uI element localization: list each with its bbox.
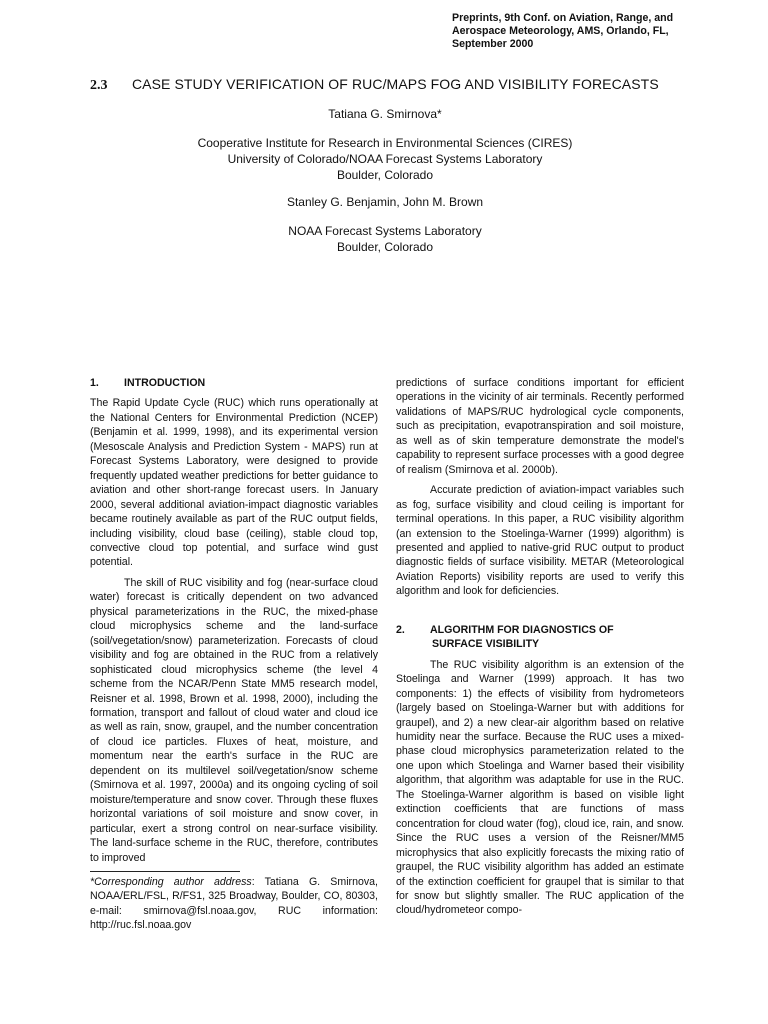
section-2-paragraph-1: The RUC visibility algorithm is an extension of the Stoelinga and Warner (1999) approach. It has two components: 1) the effects of visibility from hydrometeors (largely based on Stoelinga-Warner but with additions for graupel), and 2) a new clear-air algorithm based on relative humidity near the surface. Because the RUC uses a mixed-phase cloud microphysics parameterization related to the one upon which Stoelinga and Warner based their visibility algorithm, that algorithm was adaptable for use in the RUC. The Stoelinga-Warner algorithm is based on visible light extinction coefficients that are functions of mass concentration for cloud water (fog), cloud ice, rain, and snow. Since the RUC uses a version of the Reisner/MM5 microphysics that also explicitly forecasts the mixing ratio of graupel, the RUC visibility algorithm has added an estimate of the extinction coefficient for graupel that is similar to that for snow but slightly smaller. The RUC application of the cloud/hydrometeor compo- (396, 658, 684, 917)
affiliation-1-line-2: University of Colorado/NOAA Forecast Systems Laboratory (227, 152, 543, 166)
secondary-authors-block (90, 194, 680, 210)
section-1-title: INTRODUCTION (124, 377, 206, 389)
section-1-paragraph-2: The skill of RUC visibility and fog (near-surface cloud water) forecast is critically dependent on two advanced physical parameterizations in the RUC, the mixed-phase cloud microphysics scheme and the land-surface (soil/vegetation/snow) parameterization. Forecasts of cloud visibility and fog are obtained in the RUC from a relatively sophisticated cloud microphysics scheme (the level 4 scheme from the NCAR/Penn State MM5 research model, Reisner et al. 1998, Brown et al. 1998, 2000), including the formation, transport and fallout of cloud water and cloud ice as well as rain, snow, graupel, and the number concentration of cloud ice particles. Fluxes of heat, moisture, and momentum near the earth's surface in the RUC are dependent on its multilevel soil/vegetation/snow scheme (Smirnova et al. 1997, 2000a) and its ongoing cycling of soil moisture/temperature and snow cover. Through these fluxes horizontal variations of soil moisture and snow cover, in particular, exert a strong control on near-surface visibility. The land-surface scheme in the RUC, therefore, contributes to improved (90, 576, 378, 864)
section-2-title-line-1: ALGORITHM FOR DIAGNOSTICS OF (430, 623, 614, 636)
primary-author-block (90, 106, 680, 122)
section-1-paragraph-4: Accurate prediction of aviation-impact variables such as fog, surface visibility and cloud ceiling is important for terminal operations. In this paper, a RUC visibility algorithm (an extension to the Stoelinga-Warner (1999) algorithm) is presented and applied to native-grid RUC output to product diagnostic fields of surface visibility. METAR (Meteorological Aviation Reports) visibility reports are used to verify this algorithm and look for deficiencies. (396, 484, 684, 598)
primary-author: Tatiana G. Smirnova* (328, 107, 442, 121)
footnote (90, 875, 378, 933)
left-column (90, 376, 378, 933)
preprint-line-2: Aerospace Meteorology, AMS, Orlando, FL, (452, 25, 669, 37)
section-1-number: 1. (90, 377, 99, 389)
section-1-paragraph-3: predictions of surface conditions important for efficient operations in the vicinity of air terminals. Recently performed validations of MAPS/RUC hydrological cycle components, such as precipitation, evapotranspiration and soil moisture, as well as of skin temperature demonstrate the model's capability to represent surface processes with a good degree of realism (Smirnova et al. 2000b). (396, 377, 684, 476)
section-1-heading (90, 376, 378, 390)
section-gap (396, 605, 684, 623)
affiliation-1-line-1: Cooperative Institute for Research in Environmental Sciences (CIRES) (197, 136, 573, 150)
section-2-title-line-2: SURFACE VISIBILITY (432, 638, 540, 651)
paper-title (90, 76, 730, 94)
right-column (396, 376, 684, 924)
footnote-body: : Tatiana G. Smirnova, NOAA/ERL/FSL, R/FS1, 325 Broadway, Boulder, CO, 80303, e-mail: smirnova@fsl.noaa.gov, RUC information: http://ruc.fsl.noaa.gov (90, 875, 378, 932)
section-2-number: 2. (396, 623, 405, 636)
footnote-label: *Corresponding author address (90, 875, 252, 888)
section-2-heading (396, 623, 684, 652)
affiliation-1-line-3: Boulder, Colorado (336, 168, 434, 182)
secondary-authors: Stanley G. Benjamin, John M. Brown (286, 195, 484, 209)
preprint-header (452, 12, 752, 51)
paper-number: 2.3 (90, 78, 108, 93)
preprint-line-1: Preprints, 9th Conf. on Aviation, Range, and (452, 12, 674, 24)
affiliation-2 (90, 223, 680, 255)
section-1-paragraph-1: The Rapid Update Cycle (RUC) which runs operationally at the National Centers for Environmental Prediction (NCEP) (Benjamin et al. 1999, 1998), and its experimental version (Mesoscale Analysis and Prediction System - MAPS) run at Forecast Systems Laboratory, were designed to provide frequently updated weather predictions for better guidance to aviation and other short-range forecast users. In January 2000, several additional aviation-impact diagnostic variables became routinely available as part of the RUC output fields, including visibility, cloud base (ceiling), stable cloud top, convective cloud top potential, and surface wind gust potential. (90, 397, 378, 569)
affiliation-2-line-2: Boulder, Colorado (336, 240, 434, 254)
paper-title-text: CASE STUDY VERIFICATION OF RUC/MAPS FOG AND VISIBILITY FORECASTS (131, 76, 659, 92)
affiliation-2-line-1: NOAA Forecast Systems Laboratory (288, 224, 482, 238)
preprint-line-3: September 2000 (452, 38, 534, 50)
affiliation-1 (90, 135, 680, 183)
